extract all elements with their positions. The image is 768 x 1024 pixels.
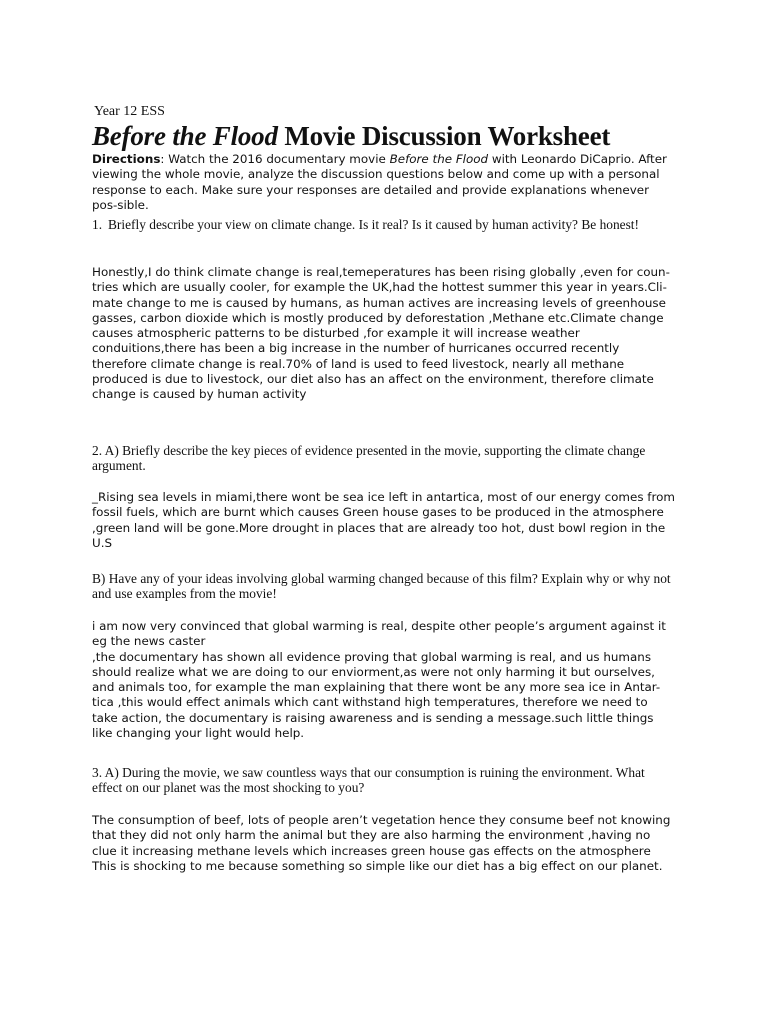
directions-text-1: : Watch the 2016 documentary movie xyxy=(160,152,390,166)
question-3a: 3. A) During the movie, we saw countless ways that our consumption is ruining the environment. What effect on our planet was the most shocking to you? xyxy=(92,765,645,796)
question-1-text: Briefly describe your view on climate change. Is it real? Is it caused by human activity? Be honest! xyxy=(108,217,639,232)
question-1 xyxy=(92,217,693,232)
year-line: Year 12 ESS xyxy=(94,104,165,119)
directions-paragraph xyxy=(92,152,677,213)
answer-2b xyxy=(92,619,677,741)
answer-2b-line-2: ,the documentary has shown all evidence proving that global warming is real, and us humans should realize what we are doing to our enviorment,as were not only harming it but ourselves, and animals too, for example the man explaining that there wont be any more sea ice in Antar-tica ,this would effect animals which cant withstand high temperatures, therefore we need to take action, the documentary is raising awareness and is sending a message.such little things like changing your light would help. xyxy=(92,649,661,741)
title-rest: Movie Discussion Worksheet xyxy=(277,121,611,151)
answer-2b-line-1: i am now very convinced that global warming is real, despite other people’s argument against it eg the news caster xyxy=(92,619,666,649)
page-title xyxy=(92,120,610,152)
answer-2a: _Rising sea levels in miami,there wont be sea ice left in antartica, most of our energy comes from fossil fuels, which are burnt which causes Green house gases to be produced in the atmosphere ,green land will be gone.More drought in places that are already too hot, dust bowl region in the U.S xyxy=(92,490,675,550)
title-movie-name: Before the Flood xyxy=(92,121,278,151)
directions-label: Directions xyxy=(92,152,161,166)
answer-3a: The consumption of beef, lots of people aren’t vegetation hence they consume beef not knowing that they did not only harm the animal but they are also harming the environment ,having no clue it increasing methane levels which increases green house gas effects on the atmosphere This is shocking to me because something so simple like our diet has a big effect on our planet. xyxy=(92,813,671,873)
question-2a: 2. A) Briefly describe the key pieces of evidence presented in the movie, supporting the climate change argument. xyxy=(92,443,646,474)
answer-1: Honestly,I do think climate change is real,temeperatures has been rising globally ,even for coun-tries which are usually cooler, for example the UK,had the hottest summer this year in years.Cli-mate change to me is caused by humans, as human actives are increasing levels of greenhouse gasses, carbon dioxide which is mostly produced by deforestation ,Methane etc.Climate change causes atmospheric patterns to be disturbed ,for example it will increase weather conduitions,there has been a big increase in the number of hurricanes occurred recently therefore climate change is real.70% of land is used to feed livestock, nearly all methane produced is due to livestock, our diet also has an affect on the environment, therefore climate change is caused by human activity xyxy=(92,265,670,402)
question-2b: B) Have any of your ideas involving global warming changed because of this film? Explain why or why not and use examples from the movie! xyxy=(92,571,671,602)
directions-text-2: with Leonardo DiCaprio. After viewing the whole movie, analyze the discussion questions below and come up with a personal response to each. Make sure your responses are detailed and provide explanations whenever pos-sible. xyxy=(92,152,667,212)
directions-movie-name: Before the Flood xyxy=(389,152,489,166)
question-1-number: 1. xyxy=(92,217,103,232)
